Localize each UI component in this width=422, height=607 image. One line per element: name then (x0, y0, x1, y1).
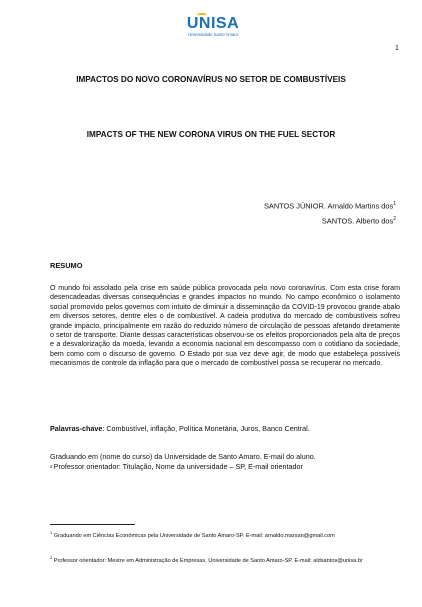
abstract-heading: RESUMO (50, 261, 83, 270)
author-name: SANTOS. Alberto dos (321, 216, 394, 226)
keywords (50, 424, 400, 433)
footnote-divider (50, 524, 135, 525)
logo-wordmark: UNISA (186, 15, 240, 32)
footnote-text: Graduando em Ciências Econômicas pela Universidade de Santo Amaro-SP. E-mail: arnaldo.marsan@gmail.com (53, 532, 335, 539)
footnote-1 (50, 529, 400, 540)
keywords-list: : Combustível, inflação, Política Monetária, Juros, Banco Central. (102, 424, 310, 433)
author-2 (322, 216, 396, 225)
author-name: SANTOS JÚNIOR. Arnaldo Martins dos (263, 201, 394, 211)
note-marker: 2 (50, 465, 53, 470)
footnote-marker: 1 (50, 530, 53, 535)
footnote-marker: 2 (393, 216, 396, 222)
footnote-marker: 1 (393, 201, 396, 207)
logo-arc-icon (197, 13, 207, 18)
note-text: Professor orientador: Titulação, Nome da universidade – SP, E-mail orientador (53, 462, 303, 471)
footnote-text: Professor orientador: Mestre em Administração de Empresas, Universidade de Santo Amaro-SP. E-mail: aldsantos@unisa.br (53, 557, 363, 564)
author-note-2 (50, 462, 400, 472)
author-1 (264, 201, 396, 210)
author-note-1: Graduando em (nome do curso) da Universidade de Santo Amaro. E-mail do aluno. (50, 452, 316, 461)
page-number: 1 (395, 45, 399, 52)
title-portuguese: IMPACTOS DO NOVO CORONAVÍRUS NO SETOR DE COMBUSTÍVEIS (76, 75, 346, 84)
footnote-2 (50, 554, 400, 565)
abstract-body: O mundo foi assolado pela crise em saúde pública provocada pelo novo coronavírus. Com esta crise foram desencadeadas diversas consequências e grandes impactos no mundo. No campo econômico o isolamento social promovido pelos governos com intuito de diminuir a disseminação da COVID-19 provocou grande abalo em diversos setores, dentre eles o de combustível. A cadeia produtiva do mercado de combustíveis sofreu grande impacto, principalmente em razão do reduzido número de circulação de pessoas afetando diretamente o setor de transporte. Diante dessas características observou-se os efeitos proporcionados pela alta de preços e a desvalorização da moeda, levando a economia nacional em descompasso com o cotidiano da sociedade, bem como com o discurso de governo. O Estado por sua vez deve agir, de modo que estabeleça possíveis mecanismos de controle da inflação para que o mercado de combustível possa se recuperar no mercado. (50, 284, 400, 368)
title-english: IMPACTS OF THE NEW CORONA VIRUS ON THE FUEL SECTOR (86, 130, 336, 139)
unisa-logo (184, 16, 242, 42)
keywords-label: Palavras-chave (50, 424, 103, 433)
footnote-marker: 2 (50, 555, 53, 560)
logo-subtitle: Universidade Santo Amaro (188, 32, 238, 37)
